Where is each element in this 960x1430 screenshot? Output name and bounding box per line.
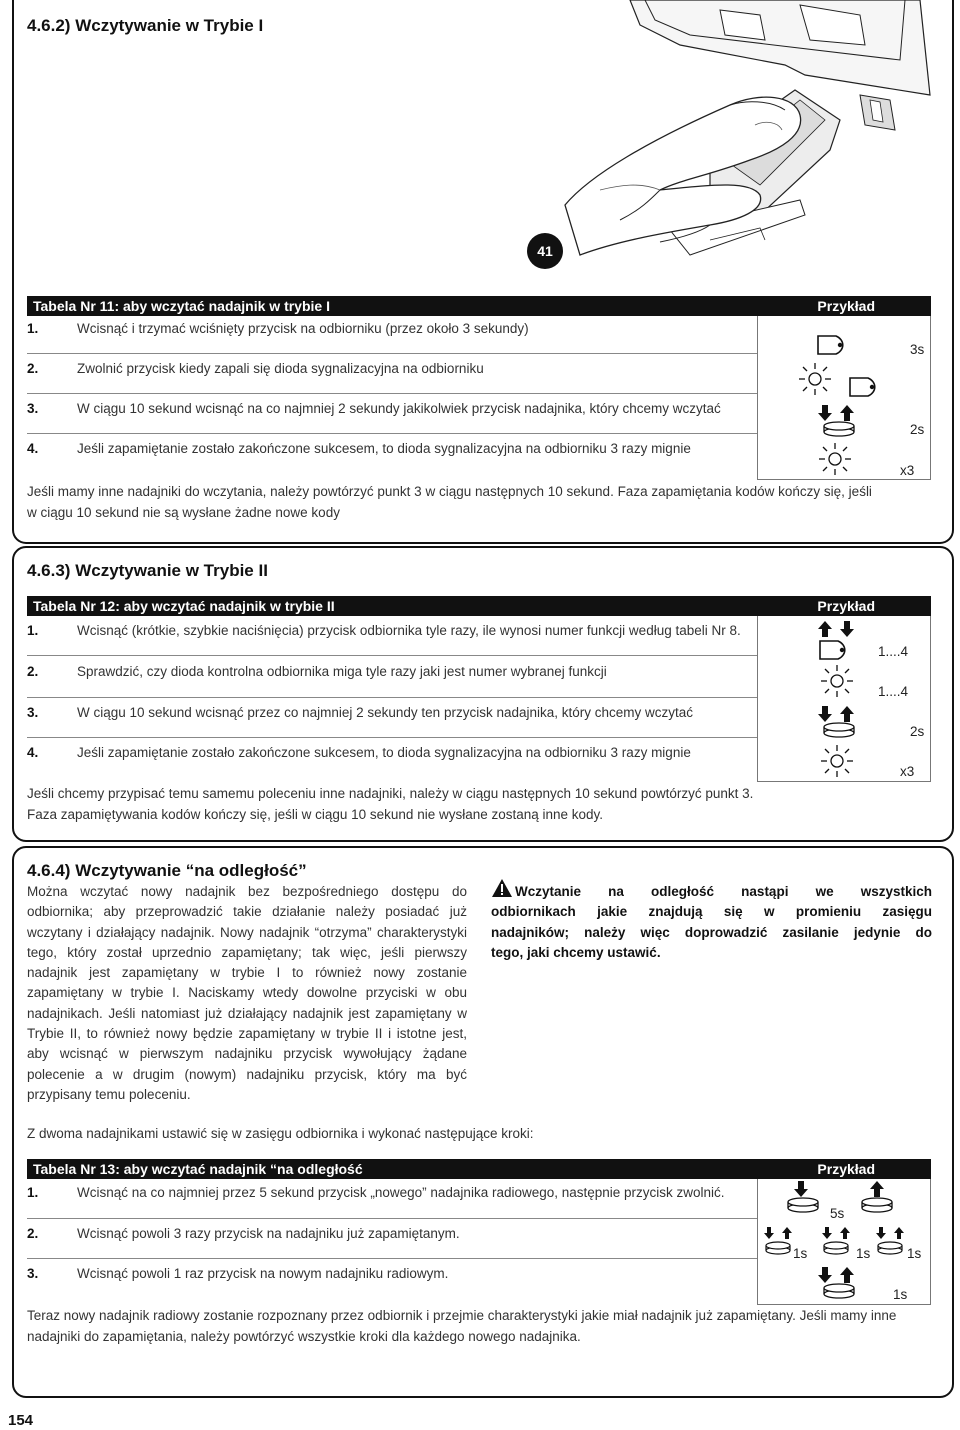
timing-label: 1....4 — [878, 684, 909, 699]
transmitter-button-icon — [822, 1283, 856, 1299]
table-12-separator — [27, 737, 757, 738]
receiver-button-icon — [848, 376, 882, 398]
release-arrow-icon — [870, 1180, 884, 1198]
timing-label: 1s — [893, 1287, 908, 1302]
transmitter-button-icon — [822, 1241, 850, 1255]
table-13-separator — [27, 1218, 757, 1219]
table-13-title: Tabela Nr 13: aby wczytać nadajnik “na odległość — [33, 1161, 363, 1177]
table-12-example-label: Przykład — [817, 598, 875, 614]
transmitter-button-icon — [764, 1241, 792, 1255]
table-11-separator — [27, 433, 757, 434]
table-11-header — [27, 296, 931, 316]
timing-label: 2s — [910, 724, 925, 739]
receiver-button-icon — [818, 639, 852, 661]
transmitter-button-icon — [822, 421, 856, 437]
timing-label: 2s — [910, 422, 925, 437]
table-12-header — [27, 596, 931, 616]
transmitter-button-icon — [876, 1241, 904, 1255]
heading-remote: 4.6.4) Wczytywanie “na odległość” — [27, 861, 307, 880]
table-11-example-label: Przykład — [817, 298, 875, 314]
table-13-note: Teraz nowy nadajnik radiowy zostanie rozpoznany przez odbiornik i przejmie charakterystyki jakie miał nadajnik już zapamiętany. Jeśli mamy inne nadajniki do zapamiętania, należy powtórzyć wszystkie kroki dla każdego nowego nadajnika. — [27, 1308, 897, 1344]
table-13-header — [27, 1159, 931, 1179]
table-13-separator — [27, 1258, 757, 1259]
press-release-arrows-icon — [818, 705, 854, 723]
led-blink-icon — [820, 664, 854, 698]
release-press-arrows-icon — [818, 620, 854, 638]
timing-label: x3 — [900, 463, 915, 478]
transmitter-button-icon — [860, 1197, 894, 1213]
timing-label: 1....4 — [878, 644, 909, 659]
timing-label: x3 — [900, 764, 915, 779]
table-11-separator — [27, 353, 757, 354]
transmitter-button-icon — [786, 1197, 820, 1213]
timing-label: 1s — [907, 1246, 922, 1261]
table-12-title: Tabela Nr 12: aby wczytać nadajnik w trybie II — [33, 598, 335, 614]
led-on-icon — [798, 362, 832, 396]
press-arrow-icon — [794, 1180, 808, 1198]
press-release-arrows-icon — [876, 1226, 904, 1240]
table-12-separator — [27, 655, 757, 656]
timing-label: 1s — [793, 1246, 808, 1261]
receiver-hand-illustration — [560, 0, 940, 280]
figure-number-badge: 41 — [527, 233, 563, 269]
led-blink-icon — [820, 744, 854, 778]
timing-label: 5s — [830, 1206, 845, 1221]
press-release-arrows-icon — [818, 404, 854, 422]
table-12-separator — [27, 697, 757, 698]
led-blink-icon — [818, 442, 852, 476]
heading-mode-1: 4.6.2) Wczytywanie w Trybie I — [27, 16, 264, 35]
page-number: 154 — [8, 1412, 34, 1429]
table-11-note: Jeśli mamy inne nadajniki do wczytania, należy powtórzyć punkt 3 w ciągu następnych 10 sekund. Faza zapamiętania kodów kończy się, jeśli w ciągu 10 sekund nie są wysłane żadne nowe kody — [27, 484, 872, 520]
timing-label: 3s — [910, 342, 925, 357]
press-release-arrows-icon — [822, 1226, 850, 1240]
remote-warning: Wczytanie na odległość nastąpi we wszystkich odbiornikach jakie znajdują się w promieniu zasięgu nadajników; należy więc doprowadzić zasilanie jedynie do tego, jaki chcemy ustawić. — [491, 884, 932, 960]
table-11-title: Tabela Nr 11: aby wczytać nadajnik w trybie I — [33, 298, 330, 314]
press-release-arrows-icon — [764, 1226, 792, 1240]
receiver-button-icon — [816, 334, 850, 356]
table-11-separator — [27, 393, 757, 394]
remote-description: Można wczytać nowy nadajnik bez bezpośredniego dostępu do odbiornika; aby przeprowadzić takie działanie należy posiadać już wczytany i działający nadajnik. Nowy nadajnik “otrzyma” charakterystyki tego, który został uprzednio zapamiętany; tak więc, jeśli pierwszy nadajnik jest zapamiętany w trybie I to również nowy zostanie zapamiętany w trybie I. Naciskamy wtedy dowolne przyciski w obu nadajnikach. Jeśli natomiast już działający nadajnik jest zapamiętany w Trybie II, to również nowy będzie zapamiętany w trybie II i istotne jest, aby wcisnąć w pierwszym nadajniku przycisk wywołujący żądane polecenie a w drugim (nowym) nadajniku przycisk, który ma być przypisany temu poleceniu. — [27, 884, 467, 1102]
table-12-note: Jeśli chcemy przypisać temu samemu poleceniu inne nadajniki, należy w ciągu następnych 10 sekund powtórzyć punkt 3. Faza zapamiętywania kodów kończy się, jeśli w ciągu 10 sekund nie wysłane zostaną inne kody. — [27, 786, 754, 822]
press-release-arrows-icon — [818, 1266, 854, 1284]
table-13-example-label: Przykład — [817, 1161, 875, 1177]
remote-intro: Z dwoma nadajnikami ustawić się w zasięgu odbiornika i wykonać następujące kroki: — [27, 1126, 534, 1141]
transmitter-button-icon — [822, 722, 856, 738]
timing-label: 1s — [856, 1246, 871, 1261]
heading-mode-2: 4.6.3) Wczytywanie w Trybie II — [27, 561, 268, 580]
